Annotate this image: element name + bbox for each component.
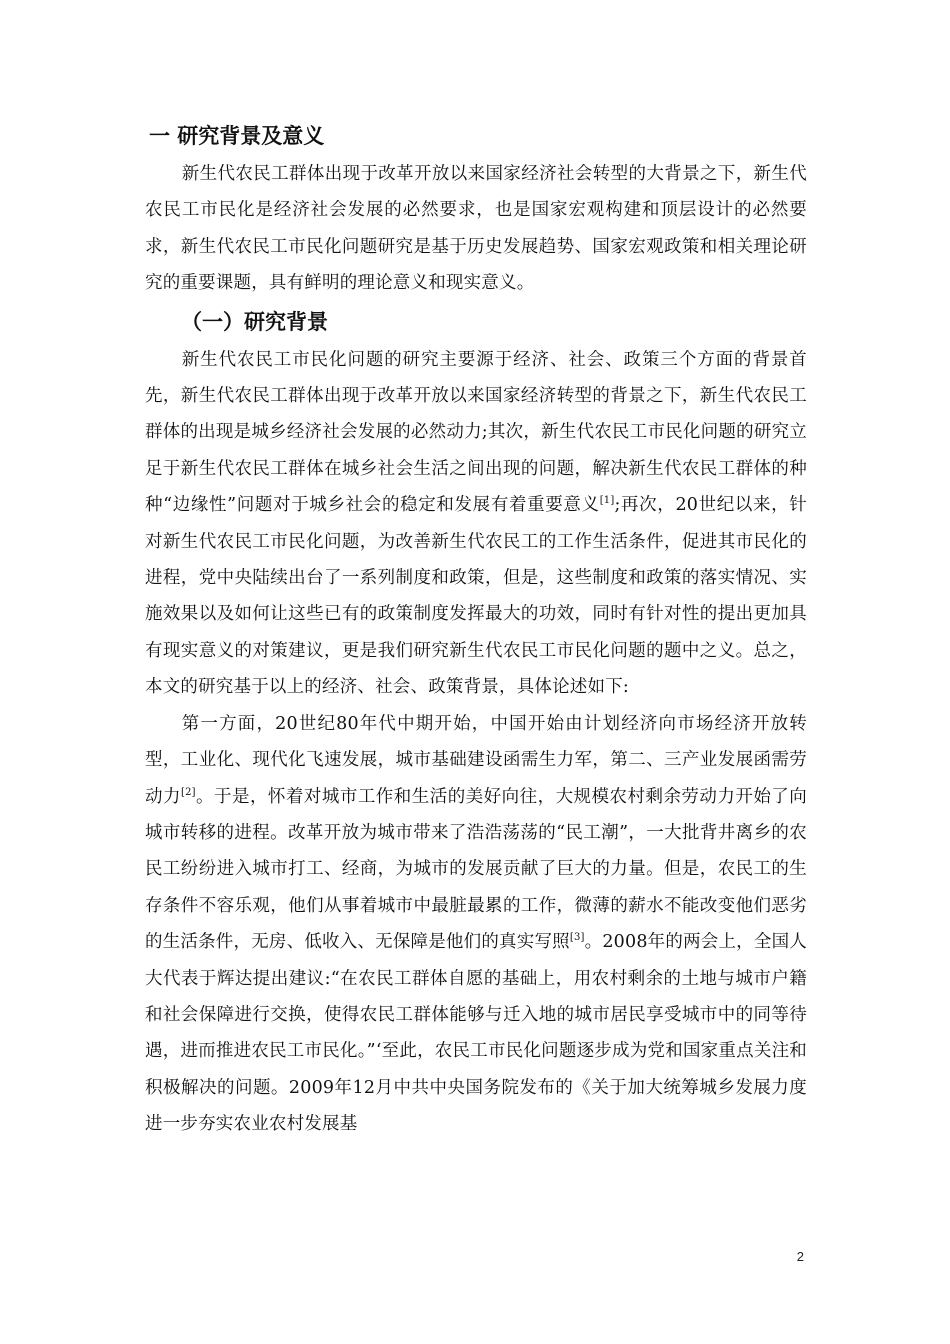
text-run: 第一方面，20世纪80年代中期开始，中国开始由计划经济向市场经济开放转型，工业化、现代化飞速发展，城市基础建设函需生力军，第二、三产业发展函需劳动力 xyxy=(145,713,807,807)
citation-ref: [1] xyxy=(599,495,615,507)
text-run: ;再次，20世纪以来，针对新生代农民工市民化问题，为改善新生代农民工的工作生活条件，促进其市民化的进程，党中央陆续出台了一系列制度和政策，但是，这些制度和政策的落实情况、实施效果以及如何让这些已有的政策制度发挥最大的功效，同时有针对性的提出更加具有现实意义的对策建议，更是我们研究新生代农民工市民化问题的题中之义。总之，本文的研究基于以上的经济、社会、政策背景，具体论述如下: xyxy=(145,495,807,698)
page-content xyxy=(145,116,807,1143)
subsection-heading: （一）研究背景 xyxy=(181,309,328,334)
page-number: 2 xyxy=(796,1249,804,1264)
citation-ref: [2] xyxy=(180,786,196,798)
citation-ref: [3] xyxy=(569,932,585,944)
text-run: 新生代农民工市民化问题的研究主要源于经济、社会、政策三个方面的背景首先，新生代农民工群体出现于改革开放以来国家经济转型的背景之下，新生代农民工群体的出现是城乡经济社会发展的必然动力;其次，新生代农民工市民化问题的研究立足于新生代农民工群体在城乡社会生活之间出现的问题，解决新生代农民工群体的种种“边缘性”问题对于城乡社会的稳定和发展有着重要意义 xyxy=(145,349,807,516)
background-paragraph xyxy=(145,342,807,706)
text-run: 。于是，怀着对城市工作和生活的美好向往，大规模农村剩余劳动力开始了向城市转移的进程。改革开放为城市带来了浩浩荡荡的“民工潮”，一大批背井离乡的农民工纷纷进入城市打工、经商，为城市的发展贡献了巨大的力量。但是，农民工的生存条件不容乐观，他们从事着城市中最脏最累的工作，微薄的薪水不能改变他们恶劣的生活条件，无房、低收入、无保障是他们的真实写照 xyxy=(145,786,807,953)
text-run: 。2008年的两会上，全国人大代表于辉达提出建议:“在农民工群体自愿的基础上，用农村剩余的土地与城市户籍和社会保障进行交换，使得农民工群体能够与迁入地的城市居民享受城市中的同等待遇，进而推进农民工市民化。”‘至此，农民工市民化问题逐步成为党和国家重点关注和积极解决的问题。2009年12月中共中央国务院发布的《关于加大统筹城乡发展力度进一步夯实农业农村发展基 xyxy=(145,932,807,1135)
section-intro-paragraph: 新生代农民工群体出现于改革开放以来国家经济社会转型的大背景之下，新生代农民工市民化是经济社会发展的必然要求，也是国家宏观构建和顶层设计的必然要求，新生代农民工市民化问题研究是基于历史发展趋势、国家宏观政策和相关理论研究的重要课题，具有鲜明的理论意义和现实意义。 xyxy=(145,164,807,294)
section-heading: 一 研究背景及意义 xyxy=(149,124,325,148)
first-aspect-paragraph xyxy=(145,706,807,1143)
